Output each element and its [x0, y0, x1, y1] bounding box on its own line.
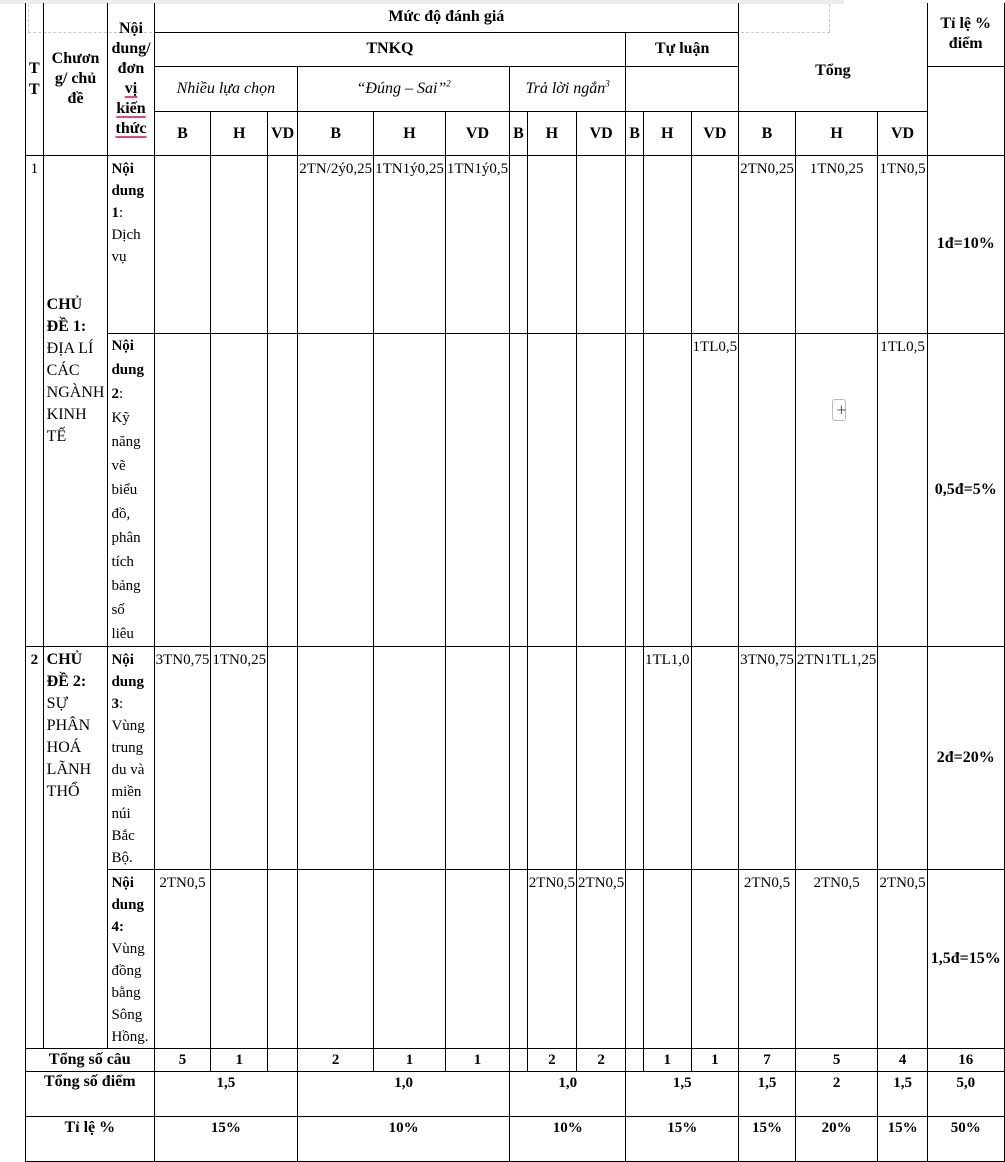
- cell-value: [643, 869, 691, 1048]
- cell-value: [643, 333, 691, 646]
- cell-value: [510, 869, 528, 1048]
- cell-value: [268, 333, 298, 646]
- cell-value: [527, 155, 576, 333]
- cell-value: [626, 155, 644, 333]
- cell-value: [527, 646, 576, 869]
- total-cell: 2: [298, 1048, 374, 1071]
- cell-value: [577, 333, 626, 646]
- content-label: Nội dung 1: Dịch vụ: [108, 155, 154, 333]
- topic-number: 2: [26, 646, 44, 1048]
- cell-value: 2TN0,5: [527, 869, 576, 1048]
- content-label: Nội dung 3: Vùng trung du và miền núi Bắc Bộ.: [108, 646, 154, 869]
- group-total-cell: 1,5: [626, 1071, 739, 1116]
- total-cell: 5: [795, 1048, 878, 1071]
- cell-value: [878, 646, 927, 869]
- table-row-noi-dung-3: [26, 646, 1005, 869]
- cell-value: [643, 155, 691, 333]
- cell-value: [298, 869, 374, 1048]
- totals-row-ti-le: [26, 1116, 1005, 1161]
- header-row-1: [26, 3, 1005, 32]
- cell-value: [268, 646, 298, 869]
- cell-value: 1TN0,25: [211, 646, 268, 869]
- tong-level-cell: 15%: [739, 1116, 796, 1161]
- cell-value: [211, 869, 268, 1048]
- group-total-cell: 10%: [298, 1116, 510, 1161]
- tong-level-cell: 2: [795, 1071, 878, 1116]
- tong-level-cell: 1,5: [739, 1071, 796, 1116]
- level-b: B: [154, 111, 211, 155]
- total-cell: [510, 1048, 528, 1071]
- level-h: H: [374, 111, 446, 155]
- content-ratio: 1đ=10%: [927, 155, 1004, 333]
- cell-value: 2TN0,5: [878, 869, 927, 1048]
- level-b: B: [510, 111, 528, 155]
- level-vd: VD: [577, 111, 626, 155]
- grand-total-cell: 50%: [927, 1116, 1004, 1161]
- totals-label: Tỉ lệ %: [26, 1116, 155, 1161]
- cell-value: [211, 155, 268, 333]
- totals-label: Tổng số điểm: [26, 1071, 155, 1116]
- cell-value: [527, 333, 576, 646]
- cell-value: 1TN1ý0,25: [374, 155, 446, 333]
- level-h: H: [795, 111, 878, 155]
- cell-value: 1TN0,5: [878, 155, 927, 333]
- total-cell: 1: [211, 1048, 268, 1071]
- content-ratio: 1,5đ=15%: [927, 869, 1004, 1048]
- level-vd: VD: [268, 111, 298, 155]
- cell-value: [626, 333, 644, 646]
- cell-value: 3TN0,75: [739, 646, 796, 869]
- cell-value: [691, 646, 739, 869]
- cell-value: [268, 869, 298, 1048]
- header-tt: T T: [26, 3, 44, 155]
- level-h: H: [643, 111, 691, 155]
- cell-value: 2TN0,5: [739, 869, 796, 1048]
- total-cell: [268, 1048, 298, 1071]
- header-empty-cell: [739, 3, 928, 32]
- cell-value: [626, 869, 644, 1048]
- header-nhieu-lua-chon: Nhiều lựa chọn: [154, 66, 298, 111]
- content-ratio: 2đ=20%: [927, 646, 1004, 869]
- header-tra-loi-ngan: Trả lời ngắn$^3$: [510, 66, 626, 111]
- tong-level-cell: 20%: [795, 1116, 878, 1161]
- cell-value: 2TN0,5: [154, 869, 211, 1048]
- table-row-noi-dung-1: [26, 155, 1005, 333]
- cell-value: [298, 333, 374, 646]
- spellcheck-underline: kiến: [116, 99, 146, 117]
- level-b: B: [739, 111, 796, 155]
- cell-value: [795, 333, 878, 646]
- total-cell: 5: [154, 1048, 211, 1071]
- header-levels-row: [26, 111, 1005, 155]
- cell-value: [445, 333, 509, 646]
- header-tong: Tổng: [739, 32, 928, 111]
- cell-value: [298, 646, 374, 869]
- plus-icon: +: [836, 403, 847, 418]
- total-cell: [626, 1048, 644, 1071]
- topic-number: 1: [26, 155, 44, 646]
- table-row-noi-dung-4: [26, 869, 1005, 1048]
- topic-title: CHỦ ĐỀ 2: SỰ PHÂN HOÁ LÃNH THỔ: [43, 646, 108, 1048]
- cell-value: [691, 155, 739, 333]
- header-tu-luan: Tự luận: [626, 32, 739, 66]
- header-empty-cell: [927, 66, 1004, 155]
- level-vd: VD: [445, 111, 509, 155]
- grand-total-cell: 5,0: [927, 1071, 1004, 1116]
- cell-value: 1TL0,5: [878, 333, 927, 646]
- content-label: Nội dung 2: Kỹ năng vẽ biểu đồ, phân tích bảng số liêu: [108, 333, 154, 646]
- cell-value: 2TN0,5: [577, 869, 626, 1048]
- group-total-cell: 10%: [510, 1116, 626, 1161]
- header-muc-do-danh-gia: Mức độ đánh giá: [154, 3, 739, 32]
- content-label: Nội dung 4: Vùng đồng bằng Sông Hồng.: [108, 869, 154, 1048]
- header-noi-dung: Nội dung/đơn vị kiến thức: [108, 3, 154, 155]
- cell-value: [739, 333, 796, 646]
- totals-label: Tổng số câu: [26, 1048, 155, 1071]
- table-row-noi-dung-2: [26, 333, 1005, 646]
- cell-value: [577, 155, 626, 333]
- total-cell: 1: [691, 1048, 739, 1071]
- cell-value: 2TN/2ý0,25: [298, 155, 374, 333]
- cell-value: 3TN0,75: [154, 646, 211, 869]
- cell-value: [691, 869, 739, 1048]
- topic-title: CHỦ ĐỀ 1: ĐỊA LÍ CÁC NGÀNH KINH TẾ: [43, 155, 108, 646]
- assessment-matrix-table: [25, 3, 1005, 1162]
- group-total-cell: 1,5: [154, 1071, 298, 1116]
- content-ratio: 0,5đ=5%: [927, 333, 1004, 646]
- header-dung-sai: “Đúng – Sai”$^2$: [298, 66, 510, 111]
- spellcheck-underline: vị: [124, 79, 138, 97]
- header-row-2: [26, 32, 1005, 66]
- grand-total-cell: 16: [927, 1048, 1004, 1071]
- tong-level-cell: 1,5: [878, 1071, 927, 1116]
- totals-row-so-cau: [26, 1048, 1005, 1071]
- cell-value: [510, 155, 528, 333]
- cell-value: [154, 155, 211, 333]
- cell-value: [577, 646, 626, 869]
- cell-value: [626, 646, 644, 869]
- total-cell: 1: [374, 1048, 446, 1071]
- cell-value: [154, 333, 211, 646]
- level-vd: VD: [878, 111, 927, 155]
- cell-value: 1TN1ý0,5: [445, 155, 509, 333]
- cell-value: [268, 155, 298, 333]
- cell-value: [510, 646, 528, 869]
- group-total-cell: 1,0: [510, 1071, 626, 1116]
- cell-value: 2TN1TL1,25: [795, 646, 878, 869]
- cell-value: [445, 646, 509, 869]
- add-row-button[interactable]: [832, 399, 846, 421]
- cell-value: 1TL1,0: [643, 646, 691, 869]
- total-cell: 2: [527, 1048, 576, 1071]
- cell-value: [374, 333, 446, 646]
- total-cell: 1: [643, 1048, 691, 1071]
- header-chuong-chu-de: Chươn g/ chủ đề: [43, 3, 108, 155]
- cell-value: 2TN0,5: [795, 869, 878, 1048]
- spellcheck-underline: thức: [115, 119, 147, 137]
- level-b: B: [626, 111, 644, 155]
- total-cell: 1: [445, 1048, 509, 1071]
- group-total-cell: 15%: [154, 1116, 298, 1161]
- cell-value: [445, 869, 509, 1048]
- cell-value: [374, 869, 446, 1048]
- group-total-cell: 1,0: [298, 1071, 510, 1116]
- cell-value: 1TN0,25: [795, 155, 878, 333]
- header-tnkq: TNKQ: [154, 32, 626, 66]
- totals-row-so-diem: [26, 1071, 1005, 1116]
- cell-value: 2TN0,25: [739, 155, 796, 333]
- level-h: H: [211, 111, 268, 155]
- cell-value: [510, 333, 528, 646]
- header-ti-le-diem: Tỉ lệ % điểm: [927, 3, 1004, 66]
- group-total-cell: 15%: [626, 1116, 739, 1161]
- total-cell: 7: [739, 1048, 796, 1071]
- level-b: B: [298, 111, 374, 155]
- cell-value: [211, 333, 268, 646]
- cell-value: [374, 646, 446, 869]
- total-cell: 4: [878, 1048, 927, 1071]
- level-h: H: [527, 111, 576, 155]
- level-vd: VD: [691, 111, 739, 155]
- cell-value: 1TL0,5: [691, 333, 739, 646]
- tong-level-cell: 15%: [878, 1116, 927, 1161]
- header-empty-cell: [626, 66, 739, 111]
- total-cell: 2: [577, 1048, 626, 1071]
